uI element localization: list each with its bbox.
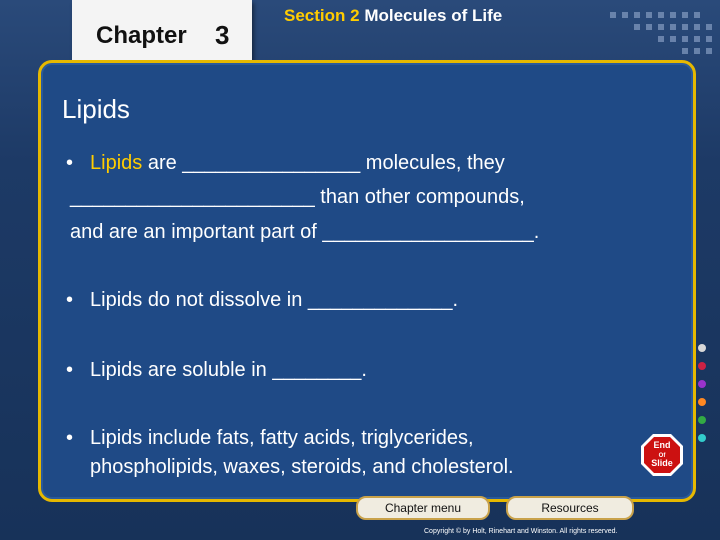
dot-grid-decoration xyxy=(570,6,720,66)
bullet-text: Lipids do not dissolve in _____________. xyxy=(90,289,459,311)
side-dots-decoration xyxy=(698,344,710,452)
end-slide-text: Slide xyxy=(651,458,673,468)
end-slide-text: End xyxy=(653,440,671,450)
chapter-menu-button[interactable]: Chapter menu xyxy=(356,496,490,520)
resources-button[interactable]: Resources xyxy=(506,496,634,520)
end-slide-text: Of xyxy=(658,453,666,459)
end-of-slide-icon[interactable] xyxy=(640,433,684,477)
bullet-dot: • xyxy=(66,289,74,311)
section-heading xyxy=(284,6,502,26)
section-title: Molecules of Life xyxy=(359,6,503,25)
bullet-dot: • xyxy=(66,359,74,381)
bullet-line: Lipids include fats, fatty acids, triglycerides, xyxy=(90,427,474,449)
side-dot xyxy=(698,380,706,388)
side-dot xyxy=(698,362,706,370)
chapter-number: 3 xyxy=(215,20,230,50)
section-number: Section 2 xyxy=(284,6,360,25)
bullet-item xyxy=(66,146,505,180)
copyright-text: Copyright © by Holt, Rinehart and Winston. All rights reserved. xyxy=(424,528,618,535)
bullet-keyword: Lipids xyxy=(90,152,143,174)
bullet-line: are ________________ molecules, they xyxy=(142,152,505,174)
chapter-label: Chapter xyxy=(96,22,187,49)
side-dot xyxy=(698,344,706,352)
slide-title: Lipids xyxy=(62,94,130,124)
bullet-dot: • xyxy=(66,152,74,174)
side-dot xyxy=(698,416,706,424)
bullet-line: ______________________ than other compounds, xyxy=(70,186,525,208)
bullet-item xyxy=(66,353,367,387)
bullet-dot: • xyxy=(66,427,74,449)
bullet-line: and are an important part of ___________________. xyxy=(70,221,540,243)
bullet-item xyxy=(66,283,459,317)
side-dot xyxy=(698,434,706,442)
bullet-text: Lipids are soluble in ________. xyxy=(90,359,367,381)
side-dot xyxy=(698,398,706,406)
bullet-line: phospholipids, waxes, steroids, and cholesterol. xyxy=(90,456,514,478)
